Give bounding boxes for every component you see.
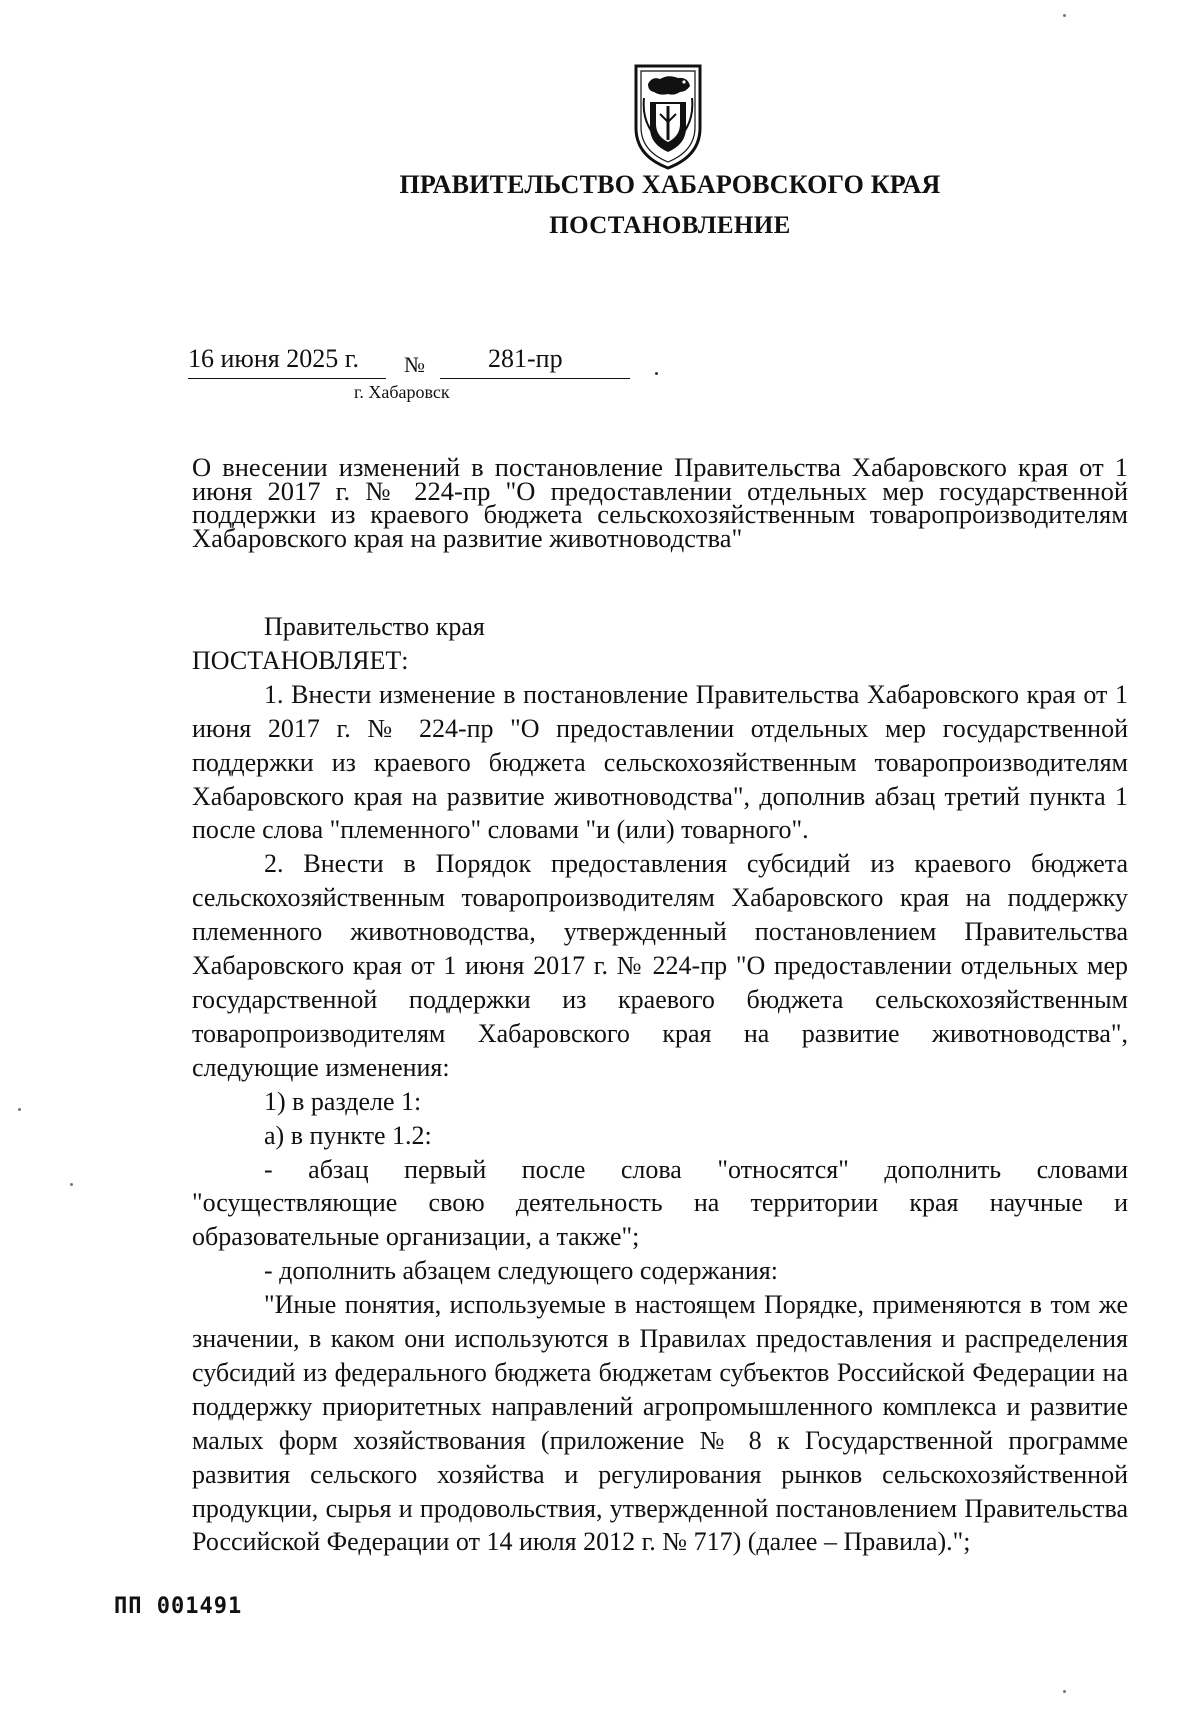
date-underline: [188, 378, 386, 379]
preamble-resolves: ПОСТАНОВЛЯЕТ:: [192, 645, 409, 675]
reference-code: ПП 001491: [114, 1594, 243, 1619]
scan-speck: [70, 1183, 73, 1186]
paragraph-2: 2. Внести в Порядок предоставления субсидий из краевого бюджета сельскохозяйственным товаропроизводителям Хабаровского края на поддержку племенного животноводства, утвержденный постановлением Правительства Хабаровского края от 1 июня 2017 г. № 224-пр "О предоставлении отдельных мер государственной поддержки из краевого бюджета сельскохозяйственным товаропроизводителям Хабаровского края на развитие животноводства", следующие изменения:: [192, 849, 1128, 1082]
coat-of-arms-icon: [630, 62, 706, 172]
document-date: 16 июня 2025 г.: [188, 344, 359, 373]
paragraph-1: 1. Внести изменение в постановление Правительства Хабаровского края от 1 июня 2017 г. № 224-пр "О предоставлении отдельных мер государственной поддержки из краевого бюджета сельскохозяйственным товаропроизводителям Хабаровского края на развитие животноводства", дополнив абзац третий пункта 1 после слова "племенного" словами "и (или) товарного".: [192, 679, 1128, 845]
document-city: г. Хабаровск: [354, 382, 450, 402]
scan-speck: [655, 372, 658, 375]
scan-speck: [18, 1108, 21, 1111]
document-number: 281-пр: [488, 344, 563, 373]
preamble-government: Правительство края: [264, 612, 485, 641]
paragraph-add-abzac: - дополнить абзацем следующего содержания:: [264, 1256, 778, 1286]
document-subject: О внесении изменений в постановление Правительства Хабаровского края от 1 июня 2017 г. № 224-пр "О предоставлении отдельных мер государственной поддержки из краевого бюджета сельскохозяйственным товаропроизводителям Хабаровского края на развитие животноводства": [192, 452, 1128, 553]
government-name: ПРАВИТЕЛЬСТВО ХАБАРОВСКОГО КРАЯ: [399, 170, 941, 199]
document-body: [192, 610, 1128, 1559]
paragraph-quoted-text: "Иные понятия, используемые в настоящем Порядке, применяются в том же значении, в каком они используются в Правилах предоставления и распределения субсидий из федерального бюджета бюджетам субъектов Российской Федерации на поддержку приоритетных направлений агропромышленного комплекса и развитие малых форм хозяйствования (приложение № 8 к Государственной программе развития сельского хозяйства и регулирования рынков сельскохозяйственной продукции, сырья и продовольствия, утвержденной постановлением Правительства Российской Федерации от 14 июля 2012 г. № 717) (далее – Правила).";: [192, 1290, 1128, 1557]
scan-speck: [1063, 14, 1066, 17]
paragraph-first-abzac: - абзац первый после слова "относятся" дополнить словами "осуществляющие свою деятельность на территории края научные и образовательные организации, а также";: [192, 1154, 1128, 1252]
scan-speck: [1063, 1690, 1066, 1693]
paragraph-item-1-2: а) в пункте 1.2:: [264, 1120, 432, 1150]
number-sign: №: [404, 352, 425, 377]
number-underline: [440, 378, 630, 379]
document-type: ПОСТАНОВЛЕНИЕ: [549, 212, 791, 239]
paragraph-section-1: 1) в разделе 1:: [264, 1086, 422, 1116]
